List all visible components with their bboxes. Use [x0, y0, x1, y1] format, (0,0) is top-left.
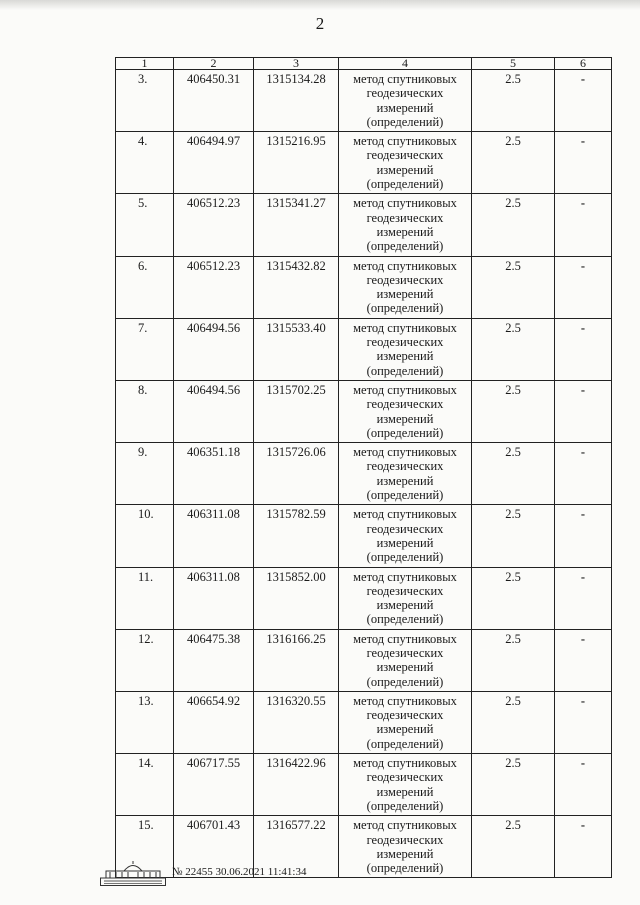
scan-edge [0, 0, 640, 10]
y-coordinate-cell: 1315216.95 [254, 132, 339, 194]
y-coordinate-cell: 1315533.40 [254, 318, 339, 380]
table-row [116, 443, 612, 505]
description-cell: - [555, 132, 612, 194]
table-row [116, 256, 612, 318]
method-cell: метод спутниковых геодезических измерений (определений) [339, 256, 472, 318]
accuracy-cell: 2.5 [472, 318, 555, 380]
description-cell: - [555, 754, 612, 816]
col-header-5: 5 [472, 58, 555, 70]
method-cell: метод спутниковых геодезических измерений (определений) [339, 318, 472, 380]
accuracy-cell: 2.5 [472, 567, 555, 629]
y-coordinate-cell: 1315341.27 [254, 194, 339, 256]
method-cell: метод спутниковых геодезических измерений (определений) [339, 132, 472, 194]
accuracy-cell: 2.5 [472, 443, 555, 505]
point-number-cell: 4. [116, 132, 174, 194]
description-cell: - [555, 816, 612, 878]
accuracy-cell: 2.5 [472, 256, 555, 318]
description-cell: - [555, 70, 612, 132]
x-coordinate-cell: 406494.56 [174, 380, 254, 442]
table-row [116, 567, 612, 629]
x-coordinate-cell: 406654.92 [174, 691, 254, 753]
x-coordinate-cell: 406450.31 [174, 70, 254, 132]
point-number-cell: 12. [116, 629, 174, 691]
x-coordinate-cell: 406311.08 [174, 567, 254, 629]
accuracy-cell: 2.5 [472, 629, 555, 691]
point-number-cell: 5. [116, 194, 174, 256]
method-cell: метод спутниковых геодезических измерений (определений) [339, 380, 472, 442]
accuracy-cell: 2.5 [472, 70, 555, 132]
description-cell: - [555, 443, 612, 505]
accuracy-cell: 2.5 [472, 816, 555, 878]
method-cell: метод спутниковых геодезических измерений (определений) [339, 70, 472, 132]
x-coordinate-cell: 406512.23 [174, 256, 254, 318]
x-coordinate-cell: 406701.43 [174, 816, 254, 878]
table-row [116, 70, 612, 132]
point-number-cell: 3. [116, 70, 174, 132]
table-row [116, 691, 612, 753]
y-coordinate-cell: 1316166.25 [254, 629, 339, 691]
point-number-cell: 15. [116, 816, 174, 878]
description-cell: - [555, 256, 612, 318]
accuracy-cell: 2.5 [472, 691, 555, 753]
y-coordinate-cell: 1315702.25 [254, 380, 339, 442]
x-coordinate-cell: 406494.56 [174, 318, 254, 380]
description-cell: - [555, 318, 612, 380]
description-cell: - [555, 629, 612, 691]
y-coordinate-cell: 1315134.28 [254, 70, 339, 132]
method-cell: метод спутниковых геодезических измерений (определений) [339, 443, 472, 505]
x-coordinate-cell: 406494.97 [174, 132, 254, 194]
y-coordinate-cell: 1316422.96 [254, 754, 339, 816]
method-cell: метод спутниковых геодезических измерений (определений) [339, 754, 472, 816]
point-number-cell: 8. [116, 380, 174, 442]
coordinates-table [115, 57, 612, 878]
page-number: 2 [315, 14, 325, 33]
point-number-cell: 11. [116, 567, 174, 629]
x-coordinate-cell: 406311.08 [174, 505, 254, 567]
y-coordinate-cell: 1316320.55 [254, 691, 339, 753]
table-row [116, 380, 612, 442]
y-coordinate-cell: 1315726.06 [254, 443, 339, 505]
col-header-1: 1 [116, 58, 174, 70]
y-coordinate-cell: 1316577.22 [254, 816, 339, 878]
accuracy-cell: 2.5 [472, 505, 555, 567]
point-number-cell: 9. [116, 443, 174, 505]
point-number-cell: 13. [116, 691, 174, 753]
table-row [116, 629, 612, 691]
point-number-cell: 10. [116, 505, 174, 567]
method-cell: метод спутниковых геодезических измерений (определений) [339, 629, 472, 691]
col-header-2: 2 [174, 58, 254, 70]
table-row [116, 132, 612, 194]
method-cell: метод спутниковых геодезических измерений (определений) [339, 194, 472, 256]
description-cell: - [555, 194, 612, 256]
registration-stamp-text: № 22455 30.06.2021 11:41:34 [172, 866, 307, 878]
x-coordinate-cell: 406351.18 [174, 443, 254, 505]
description-cell: - [555, 567, 612, 629]
table-row [116, 754, 612, 816]
accuracy-cell: 2.5 [472, 754, 555, 816]
y-coordinate-cell: 1315432.82 [254, 256, 339, 318]
point-number-cell: 7. [116, 318, 174, 380]
footer [100, 858, 400, 888]
y-coordinate-cell: 1315852.00 [254, 567, 339, 629]
government-building-icon [100, 860, 166, 886]
accuracy-cell: 2.5 [472, 380, 555, 442]
description-cell: - [555, 691, 612, 753]
method-cell: метод спутниковых геодезических измерений (определений) [339, 691, 472, 753]
method-cell: метод спутниковых геодезических измерений (определений) [339, 567, 472, 629]
col-header-6: 6 [555, 58, 612, 70]
x-coordinate-cell: 406475.38 [174, 629, 254, 691]
col-header-4: 4 [339, 58, 472, 70]
method-cell: метод спутниковых геодезических измерений (определений) [339, 816, 472, 878]
description-cell: - [555, 505, 612, 567]
x-coordinate-cell: 406717.55 [174, 754, 254, 816]
table-row [116, 318, 612, 380]
method-cell: метод спутниковых геодезических измерений (определений) [339, 505, 472, 567]
table-row [116, 505, 612, 567]
point-number-cell: 6. [116, 256, 174, 318]
x-coordinate-cell: 406512.23 [174, 194, 254, 256]
y-coordinate-cell: 1315782.59 [254, 505, 339, 567]
description-cell: - [555, 380, 612, 442]
col-header-3: 3 [254, 58, 339, 70]
accuracy-cell: 2.5 [472, 194, 555, 256]
table-row [116, 194, 612, 256]
point-number-cell: 14. [116, 754, 174, 816]
header-row [116, 58, 612, 70]
accuracy-cell: 2.5 [472, 132, 555, 194]
